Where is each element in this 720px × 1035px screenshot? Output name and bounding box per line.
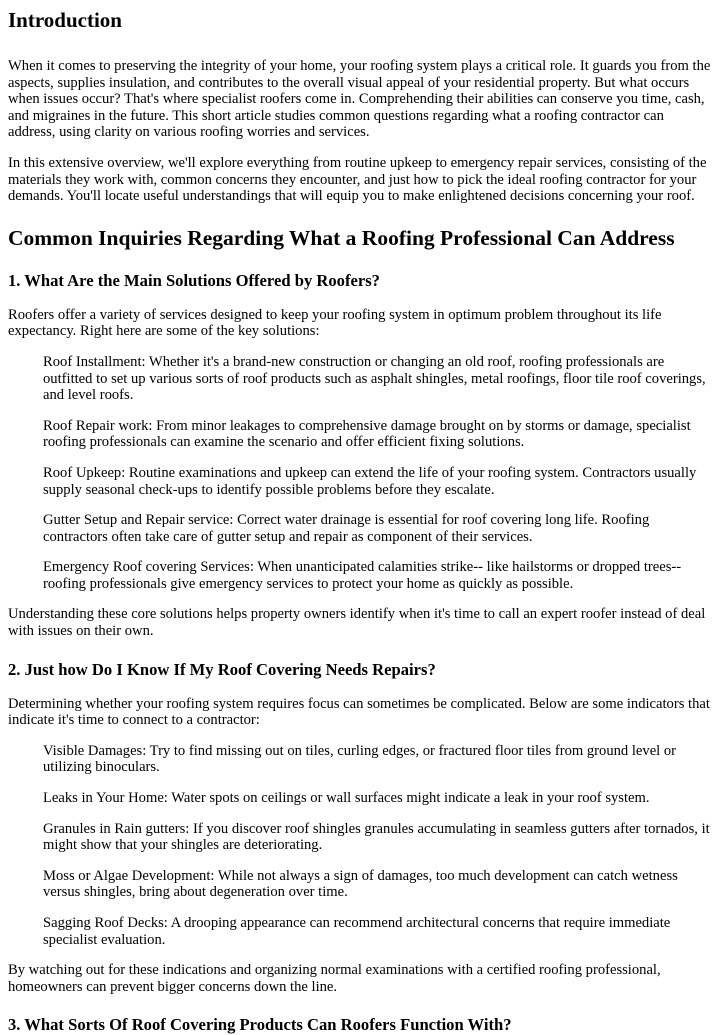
common-inquiries-heading: Common Inquiries Regarding What a Roofing Professional Can Address bbox=[8, 225, 675, 250]
list-item: Leaks in Your Home: Water spots on ceilings or wall surfaces might indicate a leak in your roof system. bbox=[43, 790, 650, 807]
list-item: Gutter Setup and Repair service: Correct water drainage is essential for roof covering long life. Roofing contractors often take care of gutter setup and repair as component of their services. bbox=[43, 512, 650, 545]
list-item: Granules in Rain gutters: If you discover roof shingles granules accumulating in seamless gutters after tornados, it might show that your shingles are deteriorating. bbox=[43, 820, 710, 854]
intro-paragraph-1: When it comes to preserving the integrity of your home, your roofing system plays a critical role. It guards you from the aspects, supplies insulation, and contributes to the overall visual appeal of your residential property. But what occurs when issues occur? That's where specialist roofers come in. Comprehending their abilities can conserve you time, cash, and migraines in the future. This short article studies common questions regarding what a roofing contractor can address, using clarity on various roofing worries and services. bbox=[8, 58, 711, 141]
list-item: Sagging Roof Decks: A drooping appearance can recommend architectural concerns that require immediate specialist evaluation. bbox=[43, 915, 671, 948]
q1-intro: Roofers offer a variety of services designed to keep your roofing system in optimum problem throughout its life expectancy. Right here are some of the key solutions: bbox=[8, 306, 662, 340]
q1-heading: 1. What Are the Main Solutions Offered by Roofers? bbox=[8, 270, 380, 290]
q2-intro: Determining whether your roofing system requires focus can sometimes be complicated. Below are some indicators that indicate it's time to connect to a contractor: bbox=[8, 695, 710, 729]
intro-paragraph-2: In this extensive overview, we'll explore everything from routine upkeep to emergency repair services, consisting of the materials they work with, common concerns they encounter, and just how to pick the ideal roofing contractor for your demands. You'll locate useful understandings that will equip you to make enlightened decisions concerning your roof. bbox=[8, 154, 707, 205]
q2-outro: By watching out for these indications and organizing normal examinations with a certified roofing professional, homeowners can prevent bigger concerns down the line. bbox=[8, 962, 661, 995]
list-item: Roof Installment: Whether it's a brand-new construction or changing an old roof, roofing professionals are outfitted to set up various sorts of roof products such as asphalt shingles, metal roofings, floor tile roof coverings, and level roofs. bbox=[43, 353, 706, 404]
intro-heading: Introduction bbox=[8, 8, 122, 32]
q2-list bbox=[8, 743, 712, 948]
list-item: Roof Upkeep: Routine examinations and upkeep can extend the life of your roofing system. Contractors usually supply seasonal check-ups to identify possible problems before they escalate. bbox=[43, 464, 697, 498]
list-item: Emergency Roof covering Services: When unanticipated calamities strike-- like hailstorms or dropped trees-- roofing professionals give emergency services to protect your home as quickly as possible. bbox=[43, 559, 682, 592]
q3-heading: 3. What Sorts Of Roof Covering Products Can Roofers Function With? bbox=[8, 1015, 512, 1035]
article bbox=[0, 7, 720, 1035]
q1-outro: Understanding these core solutions helps property owners identify when it's time to call an expert roofer instead of deal with issues on their own. bbox=[8, 606, 706, 640]
list-item: Moss or Algae Development: While not always a sign of damages, too much development can catch wetness versus shingles, bring about degeneration over time. bbox=[43, 867, 678, 901]
q1-list bbox=[8, 354, 712, 593]
list-item: Visible Damages: Try to find missing out on tiles, curling edges, or fractured floor tiles from ground level or utilizing binoculars. bbox=[43, 742, 677, 776]
q2-heading: 2. Just how Do I Know If My Roof Covering Needs Repairs? bbox=[8, 659, 436, 679]
list-item: Roof Repair work: From minor leakages to comprehensive damage brought on by storms or damage, specialist roofing professionals can examine the scenario and offer efficient fixing solutions. bbox=[43, 417, 691, 451]
